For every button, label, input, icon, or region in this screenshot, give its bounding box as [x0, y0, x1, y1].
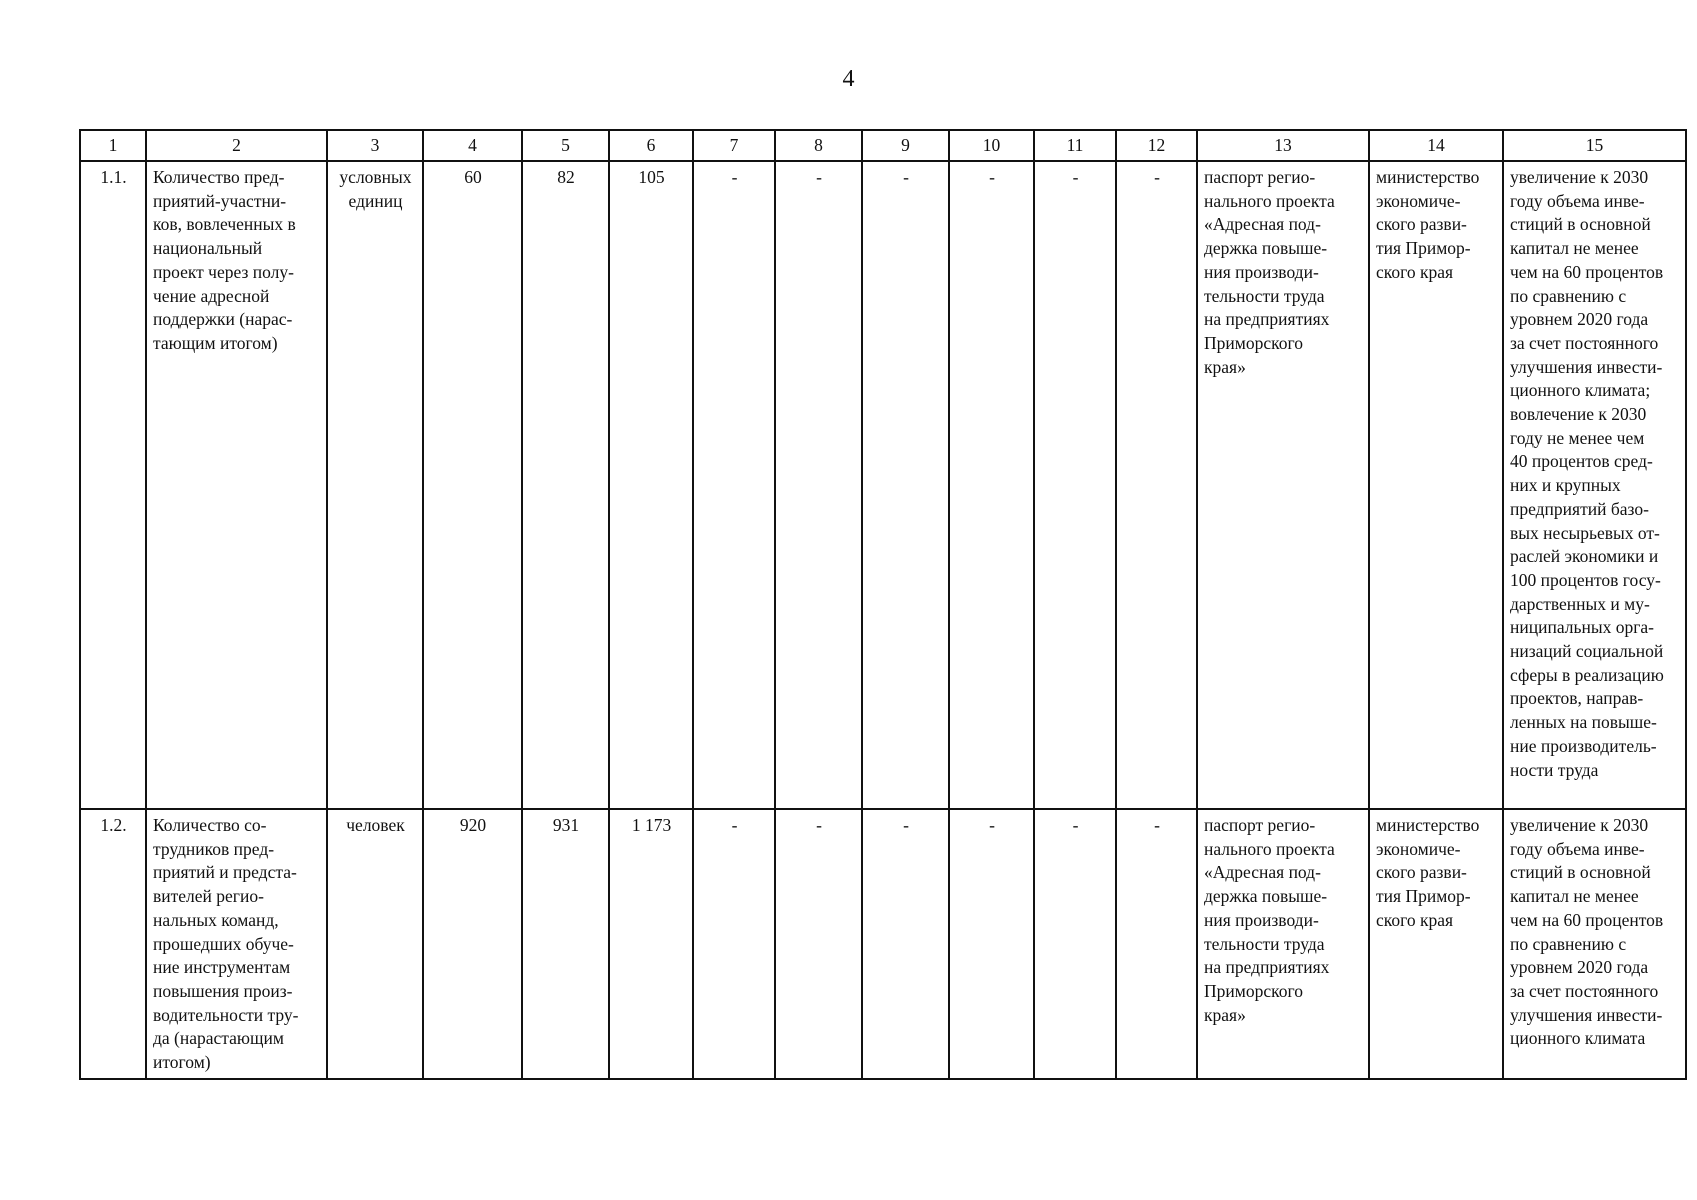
value-cell: 920	[423, 809, 522, 1079]
goal-link: увеличение к 2030 году объема инве- стиций в основной капитал не менее чем на 60 процентов по сравнению с уровнем 2020 года за счет постоянного улучшения инвести- ционного климата	[1503, 809, 1686, 1079]
value-cell: -	[775, 161, 862, 809]
source-document: паспорт регио- нального проекта «Адресная под- держка повыше- ния производи- тельности труда на предприятиях Приморского края»	[1197, 809, 1369, 1079]
row-number: 1.1.	[80, 161, 146, 809]
column-header: 11	[1034, 130, 1116, 161]
column-header: 15	[1503, 130, 1686, 161]
unit-of-measure: человек	[327, 809, 423, 1079]
responsible-body: министерство экономиче- ского разви- тия Примор- ского края	[1369, 161, 1503, 809]
value-cell: -	[775, 809, 862, 1079]
unit-of-measure: условных единиц	[327, 161, 423, 809]
column-header: 5	[522, 130, 609, 161]
column-header: 14	[1369, 130, 1503, 161]
indicator-table	[79, 129, 1687, 1080]
column-header: 1	[80, 130, 146, 161]
column-header: 13	[1197, 130, 1369, 161]
indicator-name: Количество со- трудников пред- приятий и предста- вителей регио- нальных команд, прошедших обуче- ние инструментам повышения произ- водительности тру- да (нарастающим итогом)	[146, 809, 327, 1079]
value-cell: -	[693, 809, 775, 1079]
row-number: 1.2.	[80, 809, 146, 1079]
table-row	[80, 809, 1686, 1079]
value-cell: 931	[522, 809, 609, 1079]
value-cell: -	[1116, 161, 1197, 809]
value-cell: -	[949, 161, 1034, 809]
source-document: паспорт регио- нального проекта «Адресная под- держка повыше- ния производи- тельности труда на предприятиях Приморского края»	[1197, 161, 1369, 809]
value-cell: 105	[609, 161, 693, 809]
value-cell: -	[949, 809, 1034, 1079]
responsible-body: министерство экономиче- ского разви- тия Примор- ского края	[1369, 809, 1503, 1079]
value-cell: -	[862, 161, 949, 809]
column-header: 8	[775, 130, 862, 161]
column-header: 2	[146, 130, 327, 161]
value-cell: -	[1116, 809, 1197, 1079]
value-cell: -	[1034, 809, 1116, 1079]
page-number: 4	[842, 66, 855, 92]
column-header: 9	[862, 130, 949, 161]
goal-link: увеличение к 2030 году объема инве- стиций в основной капитал не менее чем на 60 процентов по сравнению с уровнем 2020 года за счет постоянного улучшения инвести- ционного климата; вовлечение к 2030 году не менее чем 40 процентов сред- них и крупных предприятий базо- вых несырьевых от- раслей экономики и 100 процентов госу- дарственных и му- ниципальных орга- низаций социальной сферы в реализацию проектов, направ- ленных на повыше- ние производитель- ности труда	[1503, 161, 1686, 809]
column-number-row	[80, 130, 1686, 161]
column-header: 4	[423, 130, 522, 161]
column-header: 7	[693, 130, 775, 161]
table-row	[80, 161, 1686, 809]
column-header: 6	[609, 130, 693, 161]
column-header: 3	[327, 130, 423, 161]
value-cell: 60	[423, 161, 522, 809]
indicator-name: Количество пред- приятий-участни- ков, вовлеченных в национальный проект через полу- чение адресной поддержки (нарас- тающим итогом)	[146, 161, 327, 809]
value-cell: 1 173	[609, 809, 693, 1079]
value-cell: -	[1034, 161, 1116, 809]
column-header: 12	[1116, 130, 1197, 161]
value-cell: 82	[522, 161, 609, 809]
column-header: 10	[949, 130, 1034, 161]
value-cell: -	[693, 161, 775, 809]
value-cell: -	[862, 809, 949, 1079]
